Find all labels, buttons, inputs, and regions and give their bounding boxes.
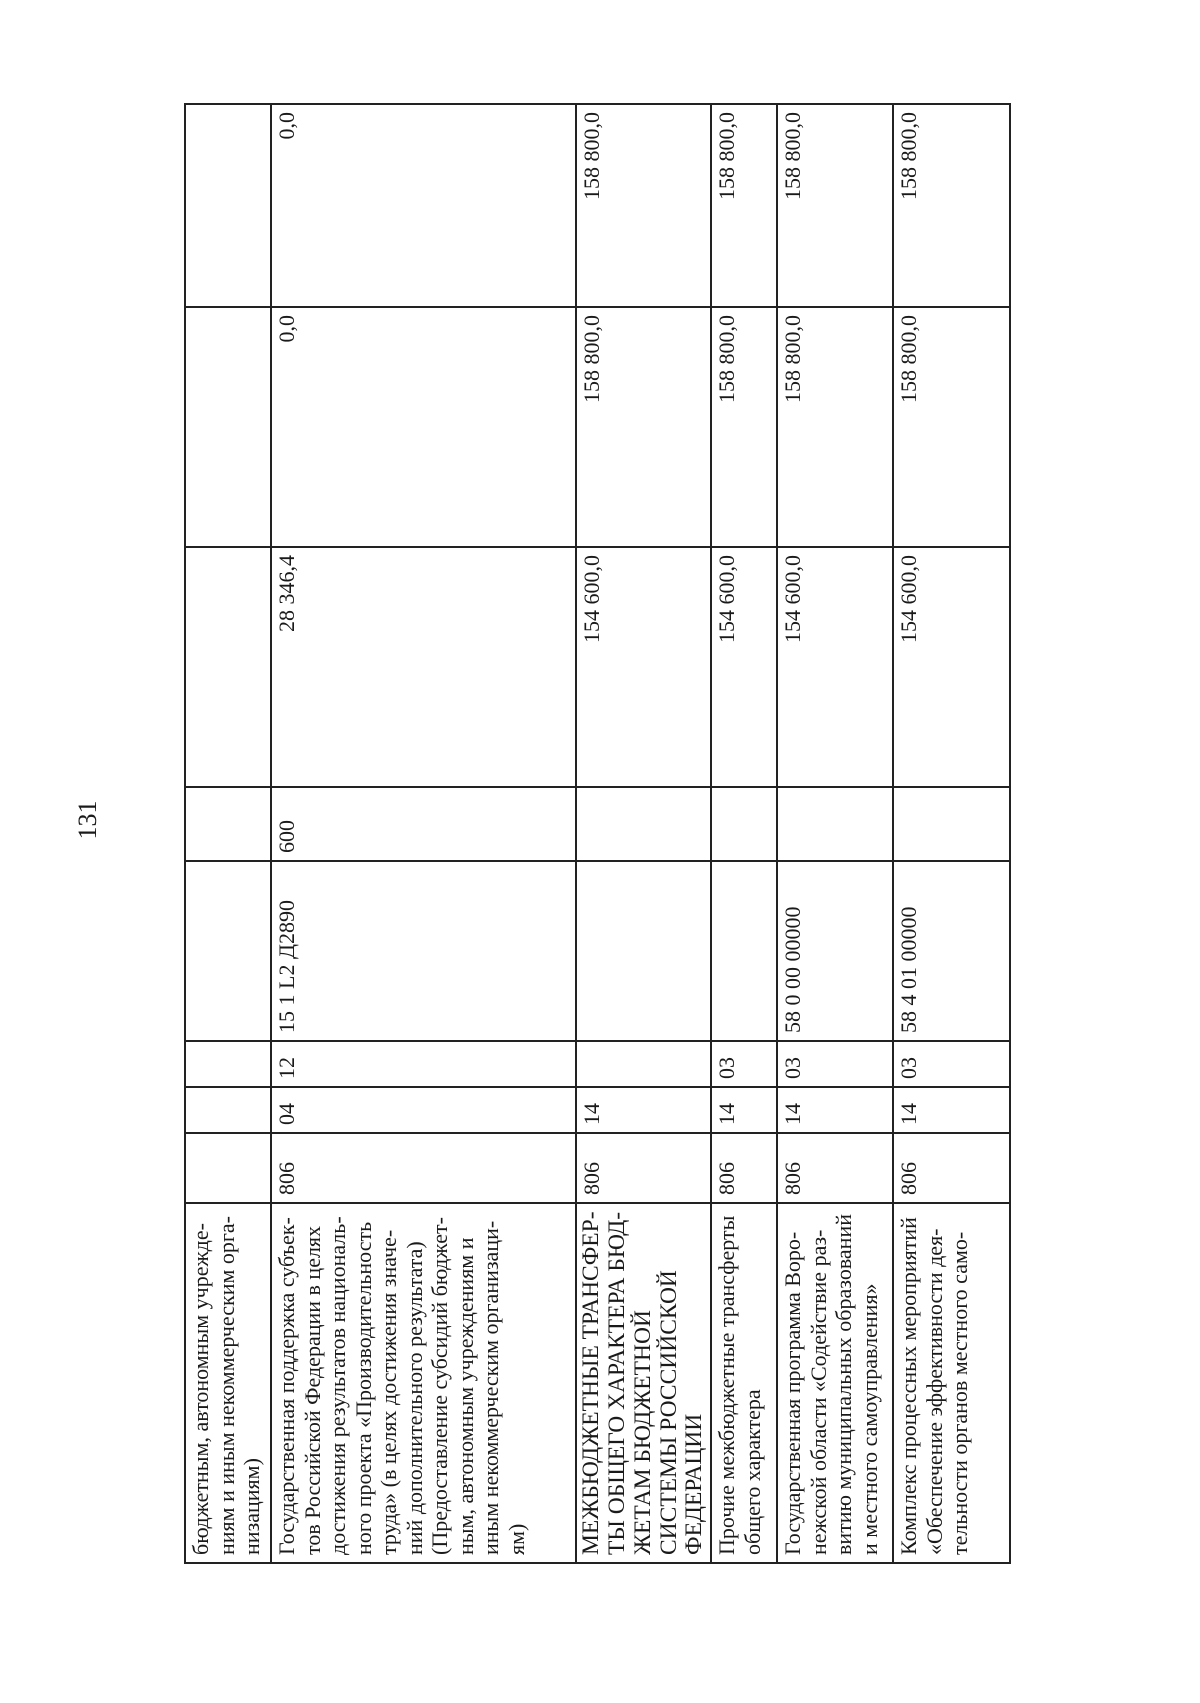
row-name: МЕЖБЮДЖЕТНЫЕ ТРАНСФЕР-ТЫ ОБЩЕГО ХАРАКТЕРА БЮД-ЖЕТАМ БЮДЖЕТНОЙ СИСТЕМЫ РОССИЙСКОЙ ФЕДЕРАЦИИ	[576, 1203, 711, 1563]
amount-year-3: 158 800,0	[711, 104, 777, 307]
amount-year-2: 158 800,0	[576, 307, 711, 547]
subsection-code: 03	[711, 1041, 777, 1087]
page-number: 131	[73, 800, 102, 840]
amount-year-1: 154 600,0	[893, 547, 1010, 787]
row-name: Государственная поддержка субъек-тов Российской Федерации в целях достижения результатов националь-ного проекта «Производительность труда» (в целях достижения значе-ний дополнительного результата) (Предоставление субсидий бюджет-ным, автономным учреждениям и иным некоммерческим организаци-ям)	[271, 1203, 576, 1563]
section-code: 14	[777, 1087, 893, 1133]
ved-code: 806	[893, 1133, 1010, 1203]
target-article-code	[576, 861, 711, 1041]
subsection-code: 03	[893, 1041, 1010, 1087]
table-row	[185, 104, 271, 1563]
row-name: бюджетным, автономным учрежде-ниям и иным некоммерческим орга-низациям)	[185, 1203, 271, 1563]
section-code: 04	[271, 1087, 576, 1133]
section-code	[185, 1087, 271, 1133]
row-name: Комплекс процессных мероприятий «Обеспечение эффективности дея-тельности органов местного само-	[893, 1203, 1010, 1563]
target-article-code: 15 1 L2 Д2890	[271, 861, 576, 1041]
amount-year-2: 158 800,0	[893, 307, 1010, 547]
amount-year-3: 158 800,0	[576, 104, 711, 307]
row-name: Прочие межбюджетные трансферты общего характера	[711, 1203, 777, 1563]
target-article-code: 58 0 00 00000	[777, 861, 893, 1041]
subsection-code	[185, 1041, 271, 1087]
amount-year-2	[185, 307, 271, 547]
ved-code: 806	[271, 1133, 576, 1203]
target-article-code	[185, 861, 271, 1041]
section-code: 14	[711, 1087, 777, 1133]
table-row	[271, 104, 576, 1563]
rotated-page-content	[184, 105, 1002, 1564]
ved-code: 806	[777, 1133, 893, 1203]
expense-type-code	[777, 787, 893, 861]
amount-year-3	[185, 104, 271, 307]
expense-type-code	[893, 787, 1010, 861]
section-code: 14	[576, 1087, 711, 1133]
amount-year-1: 154 600,0	[777, 547, 893, 787]
amount-year-3: 158 800,0	[777, 104, 893, 307]
amount-year-2: 0,0	[271, 307, 576, 547]
amount-year-2: 158 800,0	[711, 307, 777, 547]
table-row	[893, 104, 1010, 1563]
subsection-code	[576, 1041, 711, 1087]
section-code: 14	[893, 1087, 1010, 1133]
ved-code	[185, 1133, 271, 1203]
ved-code: 806	[711, 1133, 777, 1203]
subsection-code: 03	[777, 1041, 893, 1087]
ved-code: 806	[576, 1133, 711, 1203]
subsection-code: 12	[271, 1041, 576, 1087]
expense-type-code: 600	[271, 787, 576, 861]
expense-type-code	[576, 787, 711, 861]
amount-year-1: 154 600,0	[576, 547, 711, 787]
table-row	[576, 104, 711, 1563]
amount-year-1	[185, 547, 271, 787]
table-row	[777, 104, 893, 1563]
amount-year-2: 158 800,0	[777, 307, 893, 547]
amount-year-1: 154 600,0	[711, 547, 777, 787]
table-row	[711, 104, 777, 1563]
budget-table	[184, 103, 1011, 1564]
target-article-code: 58 4 01 00000	[893, 861, 1010, 1041]
row-name: Государственная программа Воро-нежской области «Содействие раз-витию муниципальных образований и местного самоуправления»	[777, 1203, 893, 1563]
expense-type-code	[185, 787, 271, 861]
target-article-code	[711, 861, 777, 1041]
amount-year-3: 0,0	[271, 104, 576, 307]
amount-year-3: 158 800,0	[893, 104, 1010, 307]
expense-type-code	[711, 787, 777, 861]
amount-year-1: 28 346,4	[271, 547, 576, 787]
